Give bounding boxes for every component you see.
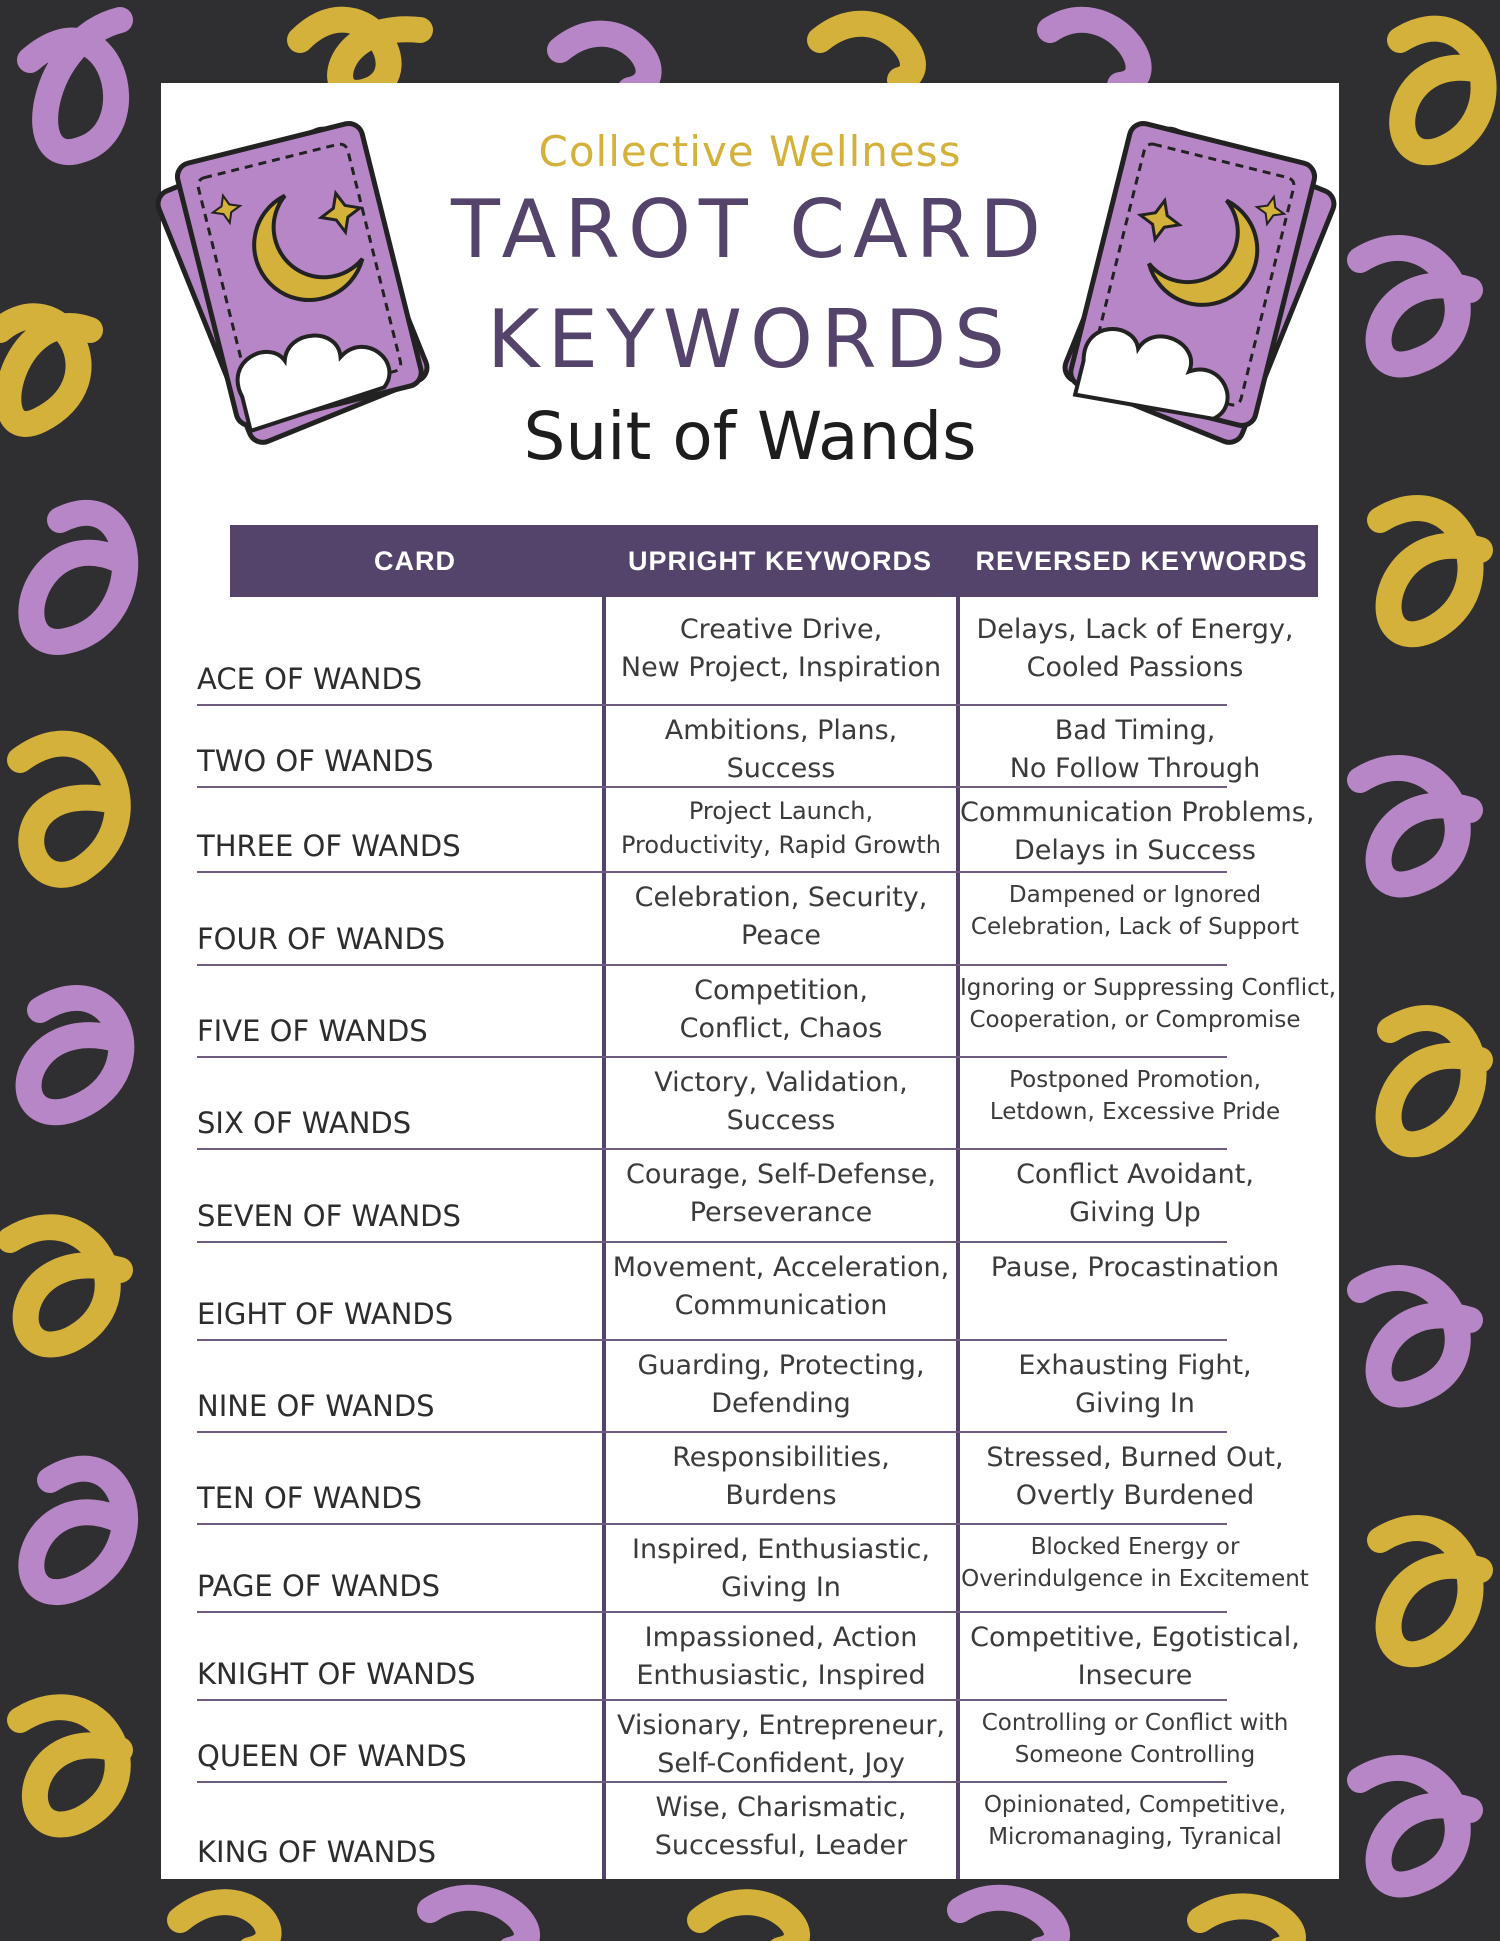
reversed-keywords [960,1531,1310,1595]
reversed-keywords [960,1347,1310,1423]
table-row [161,1243,1339,1341]
reversed-keyword-line: Ignoring or Suppressing Conflict, [960,975,1337,1001]
upright-keyword-line: Peace [741,920,821,951]
reversed-keyword-line: No Follow Through [1009,753,1261,784]
reversed-keywords [960,1249,1310,1287]
table-row [161,605,1339,706]
upright-keyword-line: Movement, Acceleration, [612,1252,950,1283]
upright-keyword-line: Celebration, Security, [634,882,928,913]
reversed-keywords [960,611,1310,687]
upright-keyword-line: Impassioned, Action [644,1622,918,1653]
page-title-line1: TAROT CARD [450,183,1049,276]
reversed-keyword-line: Celebration, Lack of Support [970,914,1300,940]
upright-keyword-line: Victory, Validation, [654,1067,908,1098]
reversed-keyword-line: Opinionated, Competitive, [983,1792,1287,1818]
page-title-line2: KEYWORDS [487,293,1013,386]
upright-keyword-line: Burdens [725,1480,837,1511]
brand-name: Collective Wellness [538,127,962,176]
upright-keyword-line: Wise, Charismatic, [655,1792,907,1823]
reversed-keyword-line: Competitive, Egotistical, [970,1622,1300,1653]
reversed-keyword-line: Giving Up [1069,1197,1201,1228]
card-name: TEN OF WANDS [197,1481,423,1515]
reversed-keyword-line: Letdown, Excessive Pride [989,1099,1281,1125]
table-row [161,873,1339,966]
upright-keywords [606,1439,956,1515]
upright-keyword-line: Courage, Self-Defense, [626,1159,936,1190]
upright-keywords [606,1347,956,1423]
card-name: FIVE OF WANDS [197,1014,428,1048]
card-name: FOUR OF WANDS [197,922,446,956]
table-row [161,1525,1339,1613]
table-row [161,1613,1339,1701]
reversed-keyword-line: Communication Problems, [960,797,1315,828]
upright-keyword-line: Self-Confident, Joy [657,1748,905,1779]
upright-keyword-line: Ambitions, Plans, [664,715,898,746]
upright-keywords [606,712,956,788]
upright-keyword-line: Success [726,753,836,784]
column-header-upright: UPRIGHT KEYWORDS [627,546,932,576]
upright-keywords [606,611,956,687]
upright-keyword-line: Guarding, Protecting, [637,1350,925,1381]
reversed-keyword-line: Controlling or Conflict with [981,1710,1289,1736]
reversed-keyword-line: Bad Timing, [1054,715,1216,746]
card-name: TWO OF WANDS [197,744,434,778]
reversed-keyword-line: Stressed, Burned Out, [986,1442,1284,1473]
reversed-keyword-line: Delays, Lack of Energy, [976,614,1294,645]
table-row [161,1701,1339,1783]
table-row [161,1341,1339,1433]
card-name: KING OF WANDS [197,1835,437,1869]
upright-keywords [606,1707,956,1783]
reversed-keywords [960,794,1315,870]
reversed-keyword-line: Cooled Passions [1026,652,1244,683]
card-name: QUEEN OF WANDS [197,1739,467,1773]
card-name: THREE OF WANDS [197,829,461,863]
reversed-keywords [960,972,1337,1036]
upright-keywords [606,1156,956,1232]
reversed-keyword-line: Overindulgence in Excitement [961,1566,1309,1592]
card-name: EIGHT OF WANDS [197,1297,454,1331]
table-row [161,1058,1339,1150]
keyword-sheet [161,83,1339,1879]
reversed-keyword-line: Dampened or Ignored [1008,882,1262,908]
upright-keyword-line: Project Launch, [688,797,874,825]
upright-keyword-line: Giving In [721,1572,841,1603]
page-subtitle: Suit of Wands [523,398,977,475]
table-row [161,1783,1339,1879]
column-header-reversed: REVERSED KEYWORDS [975,546,1308,576]
upright-keywords [606,1064,956,1140]
table-row [161,1150,1339,1243]
upright-keyword-line: Success [726,1105,836,1136]
upright-keywords [606,879,956,955]
upright-keyword-line: Defending [711,1388,851,1419]
reversed-keyword-line: Someone Controlling [1014,1742,1256,1768]
card-name: ACE OF WANDS [197,662,423,696]
upright-keyword-line: Visionary, Entrepreneur, [616,1710,946,1741]
card-name: SEVEN OF WANDS [197,1199,461,1233]
reversed-keyword-line: Blocked Energy or [1030,1534,1240,1560]
reversed-keyword-line: Conflict Avoidant, [1016,1159,1254,1190]
reversed-keywords [960,1156,1310,1232]
upright-keyword-line: Enthusiastic, Inspired [636,1660,926,1691]
reversed-keywords [960,879,1310,943]
reversed-keyword-line: Exhausting Fight, [1018,1350,1252,1381]
card-name: PAGE OF WANDS [197,1569,441,1603]
card-name: SIX OF WANDS [197,1106,412,1140]
table-row [161,788,1339,873]
table-header [230,525,1318,597]
upright-keyword-line: Productivity, Rapid Growth [620,831,942,859]
column-header-card: CARD [374,546,456,576]
reversed-keywords [960,1619,1310,1695]
upright-keywords [606,1249,956,1325]
upright-keyword-line: Communication [674,1290,888,1321]
reversed-keyword-line: Delays in Success [1014,835,1256,866]
reversed-keywords [960,1439,1310,1515]
reversed-keywords [960,1707,1310,1771]
reversed-keywords [960,1789,1310,1853]
upright-keyword-line: Competition, [694,975,868,1006]
reversed-keyword-line: Pause, Procastination [990,1252,1280,1283]
upright-keywords [606,794,956,862]
upright-keyword-line: Conflict, Chaos [679,1013,883,1044]
table-row [161,706,1339,788]
upright-keywords [606,972,956,1048]
upright-keywords [606,1789,956,1865]
card-name: KNIGHT OF WANDS [197,1657,476,1691]
upright-keywords [606,1619,956,1695]
upright-keywords [606,1531,956,1607]
reversed-keyword-line: Cooperation, or Compromise [969,1007,1301,1033]
reversed-keywords [960,712,1310,788]
table-row [161,966,1339,1058]
upright-keyword-line: Inspired, Enthusiastic, [632,1534,930,1565]
reversed-keywords [960,1064,1310,1128]
upright-keyword-line: New Project, Inspiration [620,652,942,683]
reversed-keyword-line: Insecure [1077,1660,1193,1691]
upright-keyword-line: Responsibilities, [672,1442,890,1473]
reversed-keyword-line: Giving In [1075,1388,1195,1419]
table-row [161,1433,1339,1525]
card-name: NINE OF WANDS [197,1389,435,1423]
reversed-keyword-line: Micromanaging, Tyranical [988,1824,1282,1850]
reversed-keyword-line: Overtly Burdened [1015,1480,1255,1511]
upright-keyword-line: Creative Drive, [679,614,883,645]
upright-keyword-line: Perseverance [689,1197,873,1228]
reversed-keyword-line: Postponed Promotion, [1009,1067,1261,1093]
upright-keyword-line: Successful, Leader [654,1830,908,1861]
